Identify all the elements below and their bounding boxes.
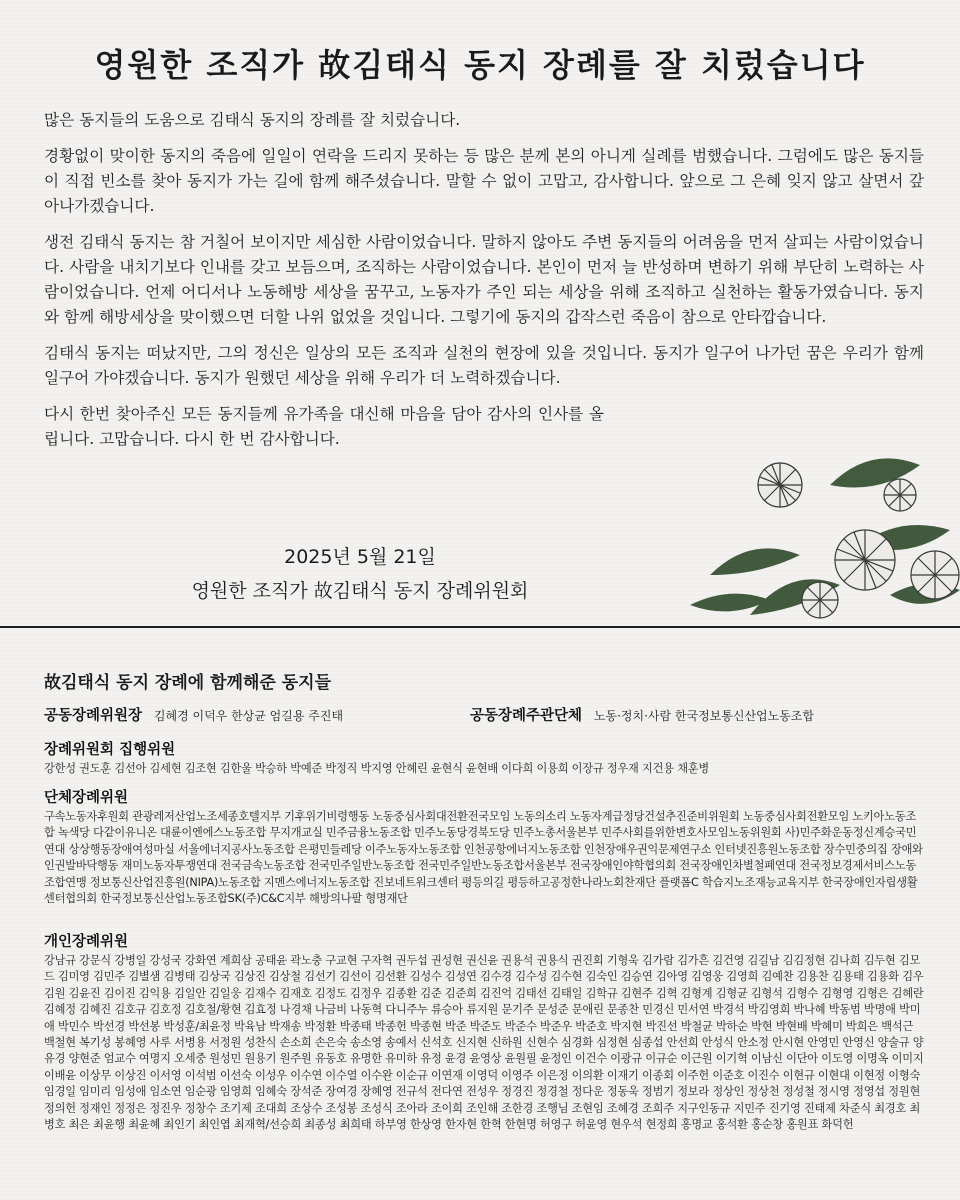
exec-label: 장례위원회 집행위원 <box>44 742 176 758</box>
letter-paragraph-4: 김태식 동지는 떠났지만, 그의 정신은 일상의 모든 조직과 실천의 현장에 있을 것입니다. 동지가 일구어 나가던 꿈은 우리가 함께 일구어 가야겠습니다. 동지가 원했던 세상을 위해 우리가 더 노력하겠습니다. <box>44 344 924 387</box>
chrysanthemum-illustration <box>690 425 960 625</box>
org-names: 노동·정치·사람 한국정보통신산업노동조합 <box>593 709 814 723</box>
letter-paragraph-3: 생전 김태식 동지는 참 거칠어 보이지만 세심한 사람이었습니다. 말하지 않아도 주변 동지들의 어려움을 먼저 살피는 사람이었습니다. 사람을 내치기보다 인내를 갖고 보듬으며, 조직하는 사람이었습니다. 본인이 먼저 늘 반성하며 변하기 위해 부단히 노력하는 사람이었습니다. 언제 어디서나 노동해방 세상을 꿈꾸고, 노동자가 주인 되는 세상을 위해 조직하고 실천하는 활동가였습니다. 동지와 함께 해방세상을 맞이했으면 더할 나위 없었을 것입니다. 그렇기에 동지의 갑작스런 죽음이 참으로 안타깝습니다. <box>44 233 924 326</box>
chair-row <box>44 708 343 725</box>
exec-committee-block <box>44 738 924 777</box>
letter-body <box>44 108 924 463</box>
letter-paragraph-5: 다시 한번 찾아주신 모든 동지들께 유가족을 대신해 마음을 담아 감사의 인사를 올립니다. 고맙습니다. 다시 한 번 감사합니다. <box>44 405 604 448</box>
signoff <box>0 540 720 608</box>
chair-names: 김혜경 이덕우 한상균 엄길용 주진태 <box>153 709 344 723</box>
letter-paragraph-2: 경황없이 맞이한 동지의 죽음에 일일이 연락을 드리지 못하는 등 많은 분께 본의 아니게 실례를 범했습니다. 그럼에도 많은 동지들이 직접 빈소를 찾아 동지가 가는 길에 함께 해주셨습니다. 말할 수 없이 고맙고, 감사합니다. 앞으로 그 은혜 잊지 않고 살면서 갚아나가겠습니다. <box>44 147 924 215</box>
individuals-block <box>44 930 924 1133</box>
page-title: 영원한 조직가 故김태식 동지 장례를 잘 치렀습니다 <box>94 46 866 84</box>
letter-date: 2025년 5월 21일 <box>284 546 436 568</box>
letter-paragraph-1: 많은 동지들의 도움으로 김태식 동지의 장례를 잘 치렀습니다. <box>44 111 461 129</box>
groups-block <box>44 786 924 907</box>
individuals-names: 강남규 강문식 강병일 강성국 강화연 계희삼 공태윤 곽노충 구교현 구자혁 권두섭 권성현 권신윤 권용석 권용식 권진회 기형욱 김가람 김가흔 김건영 김길남 김김정현 김나희 김두현 김모드 김미영 김민주 김별샘 김병태 김상국 김상진 김상철 김선기 김선이 김선환 김성수 김성연 김수경 김수성 김수현 김숙인 김승연 김아영 김영웅 김영희 김예찬 김용찬 김용태 김용화 김우 김원 김윤진 김이진 김익용 김일안 김일웅 김재수 김재호 김정도 김정우 김종환 김준 김준희 김진억 김태선 김태일 김학규 김현주 김혁 김형계 김형균 김형석 김형수 김형영 김형은 김혜란 김혜정 김혜진 김호규 김호정 김호철/황현 김효정 나경채 나금비 나동혁 다니주누 류승아 류지원 문기주 문성준 문애린 문종찬 민경신 민서연 박경석 박김영희 박나혜 박동범 박명애 박미애 박민수 박선경 박선봉 박성훈/최윤정 박육남 박재송 박정환 박종태 박종헌 박종현 박준 박준도 박준수 박준우 박준호 박지현 박진선 박철균 박하순 박현 박현배 박혜미 박희은 백석근 백철현 복기성 봉혜영 사루 서병용 서정원 성찬식 손소희 손은숙 송소영 송예서 신석호 신지현 신하원 신현수 심경화 심정현 심종섭 안선희 안성식 안소정 안시현 안영민 안영신 양술규 양유경 양현준 엄교수 여명지 오세중 원성민 원용기 원주원 유동호 유명한 유미하 유정 윤경 윤영상 윤원필 윤정인 이건수 이광규 이규순 이근원 이기혁 이남신 이단아 이도영 이명옥 이미지 이배윤 이상무 이상진 이서영 이석범 이선숙 이성우 이수연 이수열 이수완 이순규 이연재 이영덕 이영주 이은정 이의환 이재기 이종회 이주헌 이준호 이진수 이현규 이현대 이현정 이형숙 임경일 임미리 임성애 임소연 임순광 임영희 임혜숙 장석준 장여경 장혜영 전규석 전다연 전성우 정경진 정경철 정다운 정동욱 정범기 정보라 정상인 정상천 정성철 정시영 정영섭 정원현 정의헌 정재인 정정은 정진우 정창수 조기제 조대희 조상수 조성봉 조성식 조아라 조이희 조인해 조한경 조행님 조현임 조혜경 조희주 지구인동규 지민주 진기영 진태제 차준식 최경호 최병호 최은 최윤행 최윤혜 최인기 최인엽 최재혁/선승희 최종성 최희태 하부영 한상영 한자현 한혁 한현명 허영구 허윤영 현우석 현정희 홍명교 홍석환 홍순창 홍원표 화덕헌 <box>44 954 924 1132</box>
committee-name: 영원한 조직가 故김태식 동지 장례위원회 <box>191 580 529 602</box>
exec-names: 강한성 권도훈 김선아 김세현 김조현 김한울 박승하 박예준 박정직 박지영 안혜린 윤현식 윤현배 이다희 이용희 이장규 정우재 지건용 채훈병 <box>44 762 710 775</box>
participants-section <box>0 628 960 1200</box>
org-label: 공동장례주관단체 <box>470 708 583 724</box>
individuals-label: 개인장례위원 <box>44 934 129 950</box>
org-row <box>470 708 814 725</box>
chair-label: 공동장례위원장 <box>44 708 143 724</box>
groups-names: 구속노동자후원회 관광레저산업노조세종호텔지부 기후위기비령행동 노동중심사회대전환전국모임 노동의소리 노동자계급정당건설추진준비위원회 노동중심사회전환모임 노키아노동조합 녹색당 다같이유니온 대륜이엔에스노동조합 무지개교실 민주금융노동조합 민주노동당경북도당 민주노총서울본부 민주사회를위한변호사모임노동위원회 사)민주화운동정신계승국민연대 상상행동장애여성마실 서울에너지공사노동조합 은평민들레당 이주노동자노동조합 인천공항에너지노동조합 인천장애우권익문제연구소 인터넷진흥원노동조합 장수민중의집 장애와인권발바닥행동 재미노동자투쟁연대 전국금속노동조합 전국민주일반노동조합 전국민주일반노동조합서울본부 전국장애인야학협의회 전국장애인차별철폐연대 전국정보경제서비스노동조합연맹 정보통신산업진흥원(NIPA)노동조합 지멘스에너지노동조합 진보네트워크센터 평등의길 평등하고공정한나라노회찬재단 플랫폼C 학습지노조재능교육지부 한국장애인자립생활센터협의회 한국정보통신산업노동조합SK(주)C&C지부 해방의나팔 형명재단 <box>44 810 923 906</box>
participants-title: 故김태식 동지 장례에 함께해준 동지들 <box>44 673 332 693</box>
groups-label: 단체장례위원 <box>44 790 129 806</box>
